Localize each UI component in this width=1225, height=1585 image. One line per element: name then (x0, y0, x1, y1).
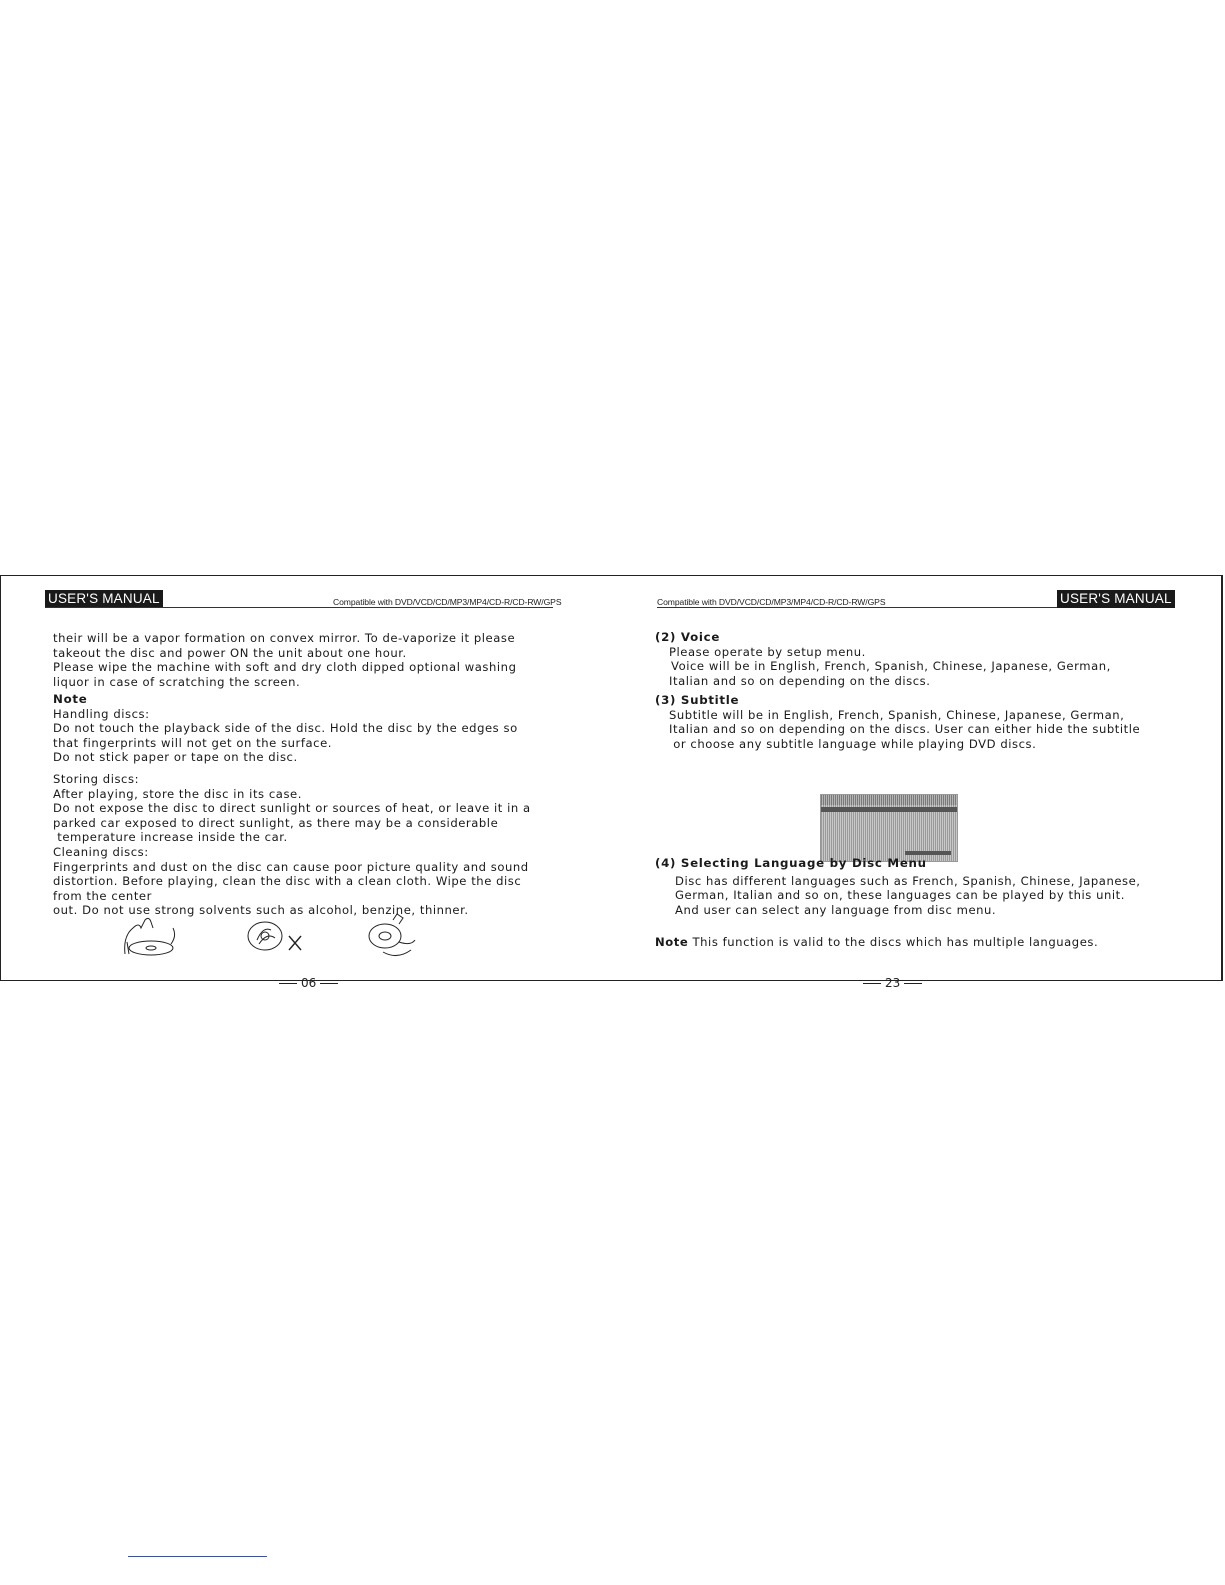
note-line (655, 935, 1098, 950)
page-number-text: 23 (885, 976, 901, 990)
hand-holding-disc-icon (119, 914, 181, 960)
text-line: their will be a vapor formation on convex mirror. To de-vaporize it please (53, 631, 516, 645)
text-line: Cleaning discs: (53, 844, 149, 859)
note-text: This function is valid to the discs which has multiple languages. (688, 935, 1099, 949)
handling-section (53, 692, 518, 765)
text-line: temperature increase inside the car. (53, 830, 288, 845)
hand-cleaning-disc-icon (363, 912, 419, 960)
text-line: distortion. Before playing, clean the disc with a clean cloth. Wipe the disc (53, 874, 522, 889)
text-line: German, Italian and so on, these languages can be played by this unit. (675, 888, 1125, 903)
compatibility-line: Compatible with DVD/VCD/CD/MP3/MP4/CD-R/CD-RW/GPS (333, 597, 562, 607)
text-line: parked car exposed to direct sunlight, as there may be a considerable (53, 815, 499, 830)
setup-menu-screenshot (820, 794, 958, 862)
users-manual-badge: USER'S MANUAL (45, 590, 163, 608)
disc-menu-heading: (4) Selecting Language by Disc Menu (655, 856, 927, 870)
subtitle-heading: (3) Subtitle (655, 693, 740, 707)
compatibility-line: Compatible with DVD/VCD/CD/MP3/MP4/CD-R/CD-RW/GPS (657, 597, 886, 607)
text-line: Handling discs: (53, 706, 150, 721)
page-number (279, 976, 338, 990)
menu-topbar (821, 795, 957, 805)
note-heading: Note (53, 692, 88, 706)
text-line: takeout the disc and power ON the unit about one hour. (53, 645, 407, 660)
footer-link-underline[interactable] (128, 1556, 267, 1557)
text-line: Do not stick paper or tape on the disc. (53, 750, 298, 765)
page-number-text: 06 (301, 976, 317, 990)
text-line: Disc has different languages such as French, Spanish, Chinese, Japanese, (675, 873, 1141, 888)
text-line: Please operate by setup menu. (669, 644, 866, 659)
header-rule (45, 607, 553, 608)
text-line: Voice will be in English, French, Spanish, Chinese, Japanese, German, (671, 659, 1111, 674)
text-line: Do not expose the disc to direct sunlight or sources of heat, or leave it in a (53, 801, 531, 816)
note-label: Note (655, 935, 689, 949)
dash (863, 983, 881, 984)
text-line: Do not touch the playback side of the disc. Hold the disc by the edges so (53, 721, 518, 736)
text-line: or choose any subtitle language while playing DVD discs. (669, 736, 1037, 751)
disc-menu-section (655, 856, 1141, 917)
text-line: After playing, store the disc in its case. (53, 786, 302, 801)
text-line: Fingerprints and dust on the disc can cause poor picture quality and sound (53, 859, 529, 874)
right-page (613, 576, 1224, 990)
storing-section (53, 772, 531, 918)
menu-band (821, 807, 957, 812)
intro-paragraph (53, 631, 516, 689)
voice-heading: (2) Voice (655, 630, 721, 644)
left-page (1, 576, 613, 990)
dash (320, 983, 338, 984)
voice-section (655, 630, 1111, 688)
text-line: Italian and so on depending on the discs. (669, 673, 931, 688)
menu-highlight (905, 851, 951, 855)
text-line: that fingerprints will not get on the surface. (53, 735, 333, 750)
text-line: out. Do not use strong solvents such as alcohol, benzine, thinner. (53, 903, 469, 918)
text-line: And user can select any language from disc menu. (675, 902, 997, 917)
text-line: Please wipe the machine with soft and dry cloth dipped optional washing (53, 660, 517, 675)
dash (279, 983, 297, 984)
text-line: Italian and so on depending on the discs. User can either hide the subtitle (669, 722, 1141, 737)
manual-spread (0, 575, 1223, 990)
subtitle-section (655, 693, 1140, 751)
page-number (863, 976, 922, 990)
text-line: from the center (53, 888, 152, 903)
users-manual-badge: USER'S MANUAL (1057, 590, 1175, 608)
disc-do-not-touch-icon (245, 918, 307, 958)
text-line: Storing discs: (53, 772, 140, 786)
text-line: Subtitle will be in English, French, Spanish, Chinese, Japanese, German, (669, 707, 1125, 722)
dash (904, 983, 922, 984)
text-line: liquor in case of scratching the screen. (53, 674, 301, 689)
